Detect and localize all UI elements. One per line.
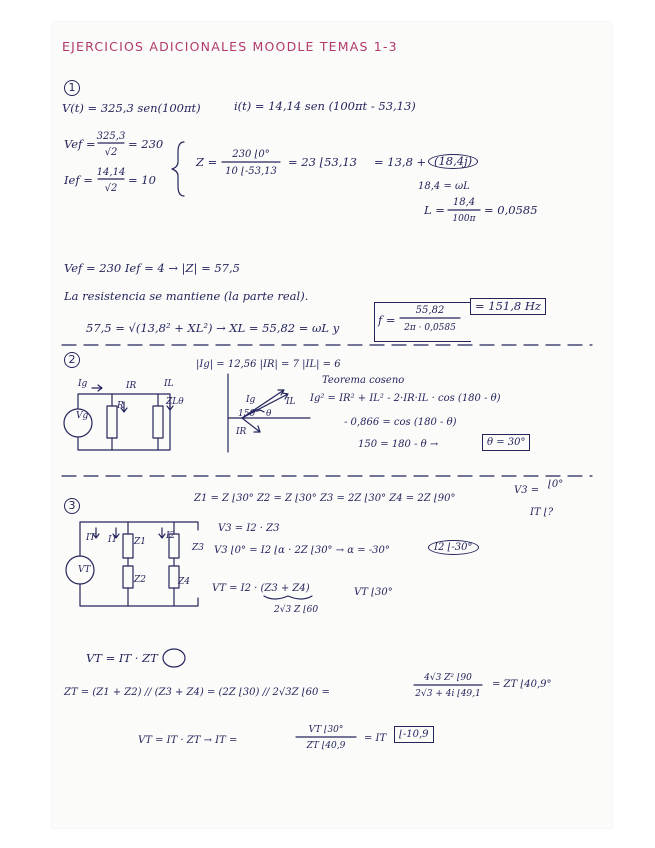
circuit3-i2-label: I2 <box>166 531 176 541</box>
reactance-equation: 18,4 = ωL <box>418 181 470 192</box>
theta-result: θ = 30° <box>482 434 530 451</box>
v3-given: V3 = <box>514 485 540 496</box>
impedance-numerator: 230 ⌊0° <box>232 149 270 160</box>
it-equals: = IT <box>364 733 387 744</box>
it-equation: VT = IT · ZT → IT = <box>138 735 238 746</box>
circuit2-ig-label: Ig <box>78 379 88 389</box>
source-vg-label: Vg <box>76 411 89 421</box>
z34-sum: 2√3 Z ⌊60 <box>274 605 319 615</box>
zt-equation: ZT = (Z1 + Z2) // (Z3 + Z4) = (2Z ⌊30) // 2√3Z ⌊60 = <box>64 687 330 698</box>
i2-result: I2 ⌊-30° <box>428 540 479 555</box>
circuit3-z4-label: Z4 <box>178 577 190 587</box>
circuit3-i1-label: I1 <box>108 535 118 545</box>
current-expression: i(t) = 14,14 sen (100πt - 53,13) <box>234 99 416 113</box>
resistor-r-label: R <box>117 401 124 411</box>
part-b-equation: 57,5 = √(13,8² + XL²) → XL = 55,82 = ωL y <box>86 321 340 335</box>
notebook-page <box>52 22 612 828</box>
circuit2-il-label: IL <box>164 379 174 389</box>
impedance-rect: = 13,8 + <box>374 155 427 169</box>
vef-denominator: √2 <box>104 147 118 158</box>
circuit3-vt-label: VT <box>78 565 91 575</box>
zt-result: = ZT ⌊40,9° <box>492 679 552 690</box>
vt-it-zt: VT = IT · ZT <box>86 651 158 665</box>
vt-angle: VT ⌊30° <box>354 587 393 598</box>
frequency-denominator: 2π · 0,0585 <box>404 323 456 333</box>
cosine-theorem-title: Teorema coseno <box>322 375 405 386</box>
ief-numerator: 14,14 <box>96 167 126 178</box>
alpha-equation: V3 ⌊0° = I2 ⌊α · 2Z ⌊30° → α = -30° <box>214 545 390 556</box>
it-unknown: IT ⌊? <box>530 507 554 518</box>
circuit3-z2-label: Z2 <box>134 575 146 585</box>
frequency-numerator: 55,82 <box>415 305 445 316</box>
impedance-list: Z1 = Z ⌊30° Z2 = Z ⌊30° Z3 = 2Z ⌊30° Z4 = 2Z ⌊90° <box>194 493 456 504</box>
section-2-number: 2 <box>64 352 80 368</box>
page-title: EJERCICIOS ADICIONALES MOODLE TEMAS 1-3 <box>62 39 398 54</box>
impedance-label: Z = <box>196 155 218 169</box>
it-numerator: VT ⌊30° <box>308 725 344 735</box>
section-1-number: 1 <box>64 80 80 96</box>
phasor-angle-150: 150° <box>238 409 260 419</box>
phasor-ig-label: Ig <box>246 395 256 405</box>
inductance-numerator: 18,4 <box>452 197 476 208</box>
voltage-expression: V(t) = 325,3 sen(100πt) <box>62 101 201 115</box>
zt-numerator: 4√3 Z² ⌊90 <box>424 673 472 683</box>
circuit3-z1-label: Z1 <box>134 537 146 547</box>
v3-equation: V3 = I2 · Z3 <box>218 523 280 534</box>
it-result: ⌊-10,9 <box>394 726 434 743</box>
current-magnitudes: |Ig| = 12,56 |IR| = 7 |IL| = 6 <box>196 359 341 370</box>
load-zl-label: ZLθ <box>166 397 184 407</box>
vt-equation: VT = I2 · (Z3 + Z4) <box>212 583 310 594</box>
ief-label: Ief = <box>64 173 93 187</box>
frequency-label: f = <box>378 313 396 327</box>
ief-denominator: √2 <box>104 183 118 194</box>
vef-numerator: 325,3 <box>96 131 126 142</box>
section-3-number: 3 <box>64 498 80 514</box>
cosine-law-equation: Ig² = IR² + IL² - 2·IR·IL · cos (180 - θ) <box>310 393 501 404</box>
impedance-polar: = 23 ⌊53,13 <box>288 155 357 169</box>
reactance-circled: (18,4j) <box>428 154 478 169</box>
frequency-result: = 151,8 Hz <box>470 298 546 315</box>
impedance-denominator: 10 ⌊-53,13 <box>225 166 277 177</box>
handwriting-strokes <box>52 22 612 828</box>
it-denominator: ZT ⌊40,9 <box>306 741 346 751</box>
angle-equation: 150 = 180 - θ → <box>358 439 439 450</box>
v3-angle: ⌊0° <box>548 479 564 490</box>
part-b-note: La resistencia se mantiene (la parte real). <box>64 289 309 303</box>
ief-result: = 10 <box>128 173 156 187</box>
circuit2-ir-label: IR <box>126 381 137 391</box>
circuit3-it-label: IT <box>86 533 96 543</box>
cosine-value: - 0,866 = cos (180 - θ) <box>344 417 457 428</box>
vef-label: Vef = <box>64 137 96 151</box>
phasor-ir-label: IR <box>236 427 247 437</box>
vef-result: = 230 <box>128 137 164 151</box>
inductance-result: = 0,0585 <box>484 203 538 217</box>
circuit3-z3-label: Z3 <box>192 543 204 553</box>
circuit-2-diagram <box>64 385 173 450</box>
circuit-3-diagram <box>66 522 198 606</box>
zt-denominator: 2√3 + 4i ⌊49,1 <box>415 689 481 699</box>
phasor-diagram <box>228 374 310 452</box>
inductance-denominator: 100π <box>452 214 476 224</box>
part-b-values: Vef = 230 Ief = 4 → |Z| = 57,5 <box>64 261 240 275</box>
phasor-il-label: IL <box>286 397 296 407</box>
inductance-label: L = <box>424 203 445 217</box>
phasor-angle-theta: θ <box>266 409 272 419</box>
